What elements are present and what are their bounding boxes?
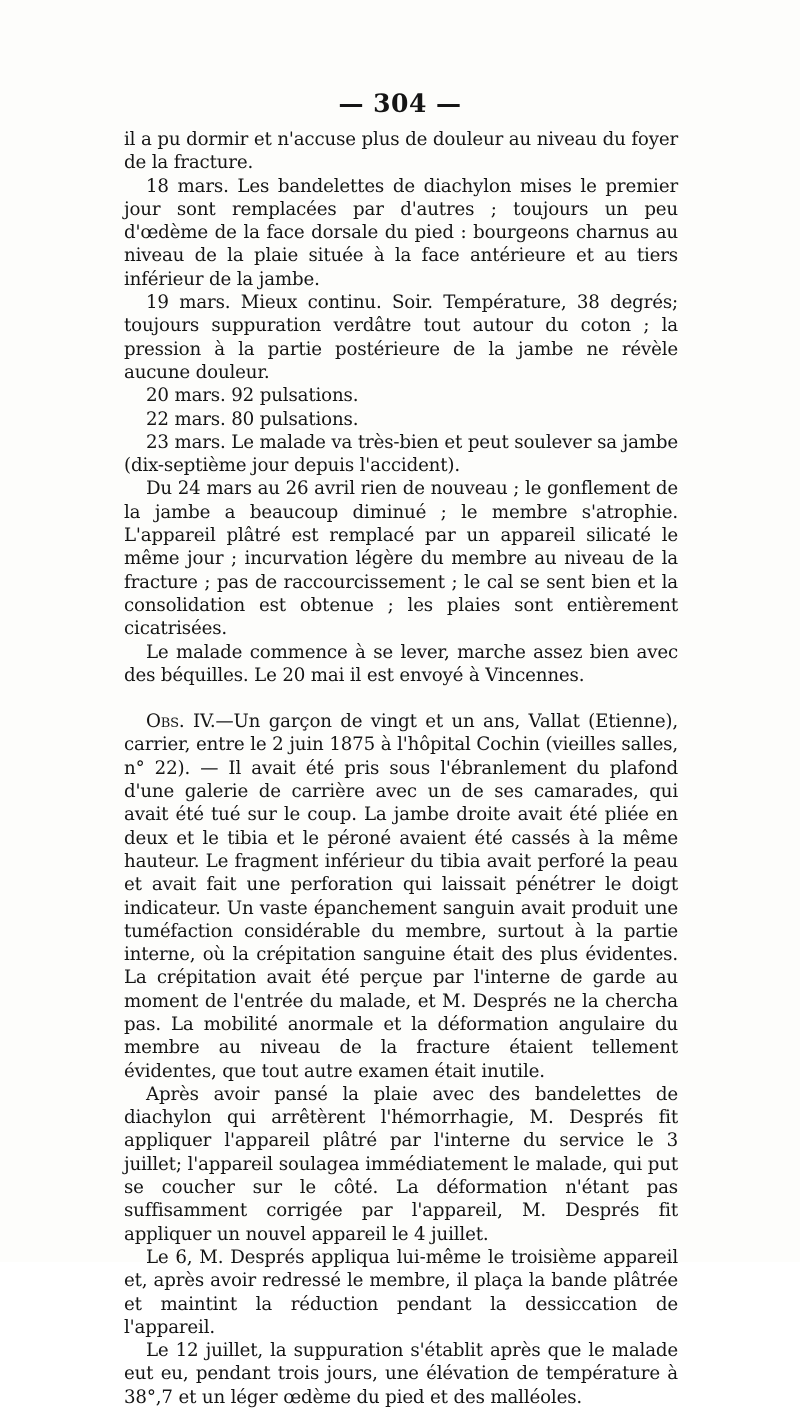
paragraph: 18 mars. Les bandelettes de diachylon mises le premier jour sont remplacées par d'autres ; toujours un peu d'œdème de la face dorsale du pied : bourgeons charnus au niveau de la plaie située à la face antérieure et au tiers inférieur de la jambe. [124, 175, 678, 290]
observation-text: —Un garçon de vingt et un ans, Vallat (Etienne), carrier, entre le 2 juin 1875 à l'hôpital Cochin (vieilles salles, n° 22). — Il avait été pris sous l'ébranlement du plafond d'une galerie de carrière avec un de ses camarades, qui avait été tué sur le coup. La jambe droite avait été pliée en deux et le tibia et le péroné avaient été cassés à la même hauteur. Le fragment inférieur du tibia avait perforé la peau et avait fait une perforation qui laissait pénétrer le doigt indicateur. Un vaste épanchement sanguin avait produit une tuméfaction considérable du membre, surtout à la partie interne, où la crépitation sanguine était des plus évidentes. La crépitation avait été perçue par l'interne de garde au moment de l'entrée du malade, et M. Després ne la chercha pas. La mobilité anormale et la déformation angulaire du membre au niveau de la fracture étaient tellement évidentes, que tout autre examen était inutile. [124, 711, 679, 1082]
paragraph: 19 mars. Mieux continu. Soir. Température, 38 degrés; toujours suppuration verdâtre tout autour du coton ; la pression à la partie postérieure de la jambe ne révèle aucune douleur. [124, 292, 678, 383]
paragraph: Le malade commence à se lever, marche assez bien avec des béquilles. Le 20 mai il est envoyé à Vincennes. [124, 641, 678, 686]
observation-paragraph [124, 710, 678, 1083]
paragraph: Après avoir pansé la plaie avec des bandelettes de diachylon qui arrêtèrent l'hémorrhagie, M. Després fit appliquer l'appareil plâtré par l'interne du service le 3 juillet; l'appareil soulagea immédiatement le malade, qui put se coucher sur le côté. La déformation n'étant pas suffisamment corrigée par l'appareil, M. Després fit appliquer un nouvel appareil le 4 juillet. [124, 1083, 678, 1245]
paragraph: Le 6, M. Després appliqua lui-même le troisième appareil et, après avoir redressé le membre, il plaça la bande plâtrée et maintint la réduction pendant la dessiccation de l'appareil. [124, 1246, 678, 1338]
paragraph: 20 mars. 92 pulsations. [146, 385, 359, 407]
paragraph: il a pu dormir et n'accuse plus de douleur au niveau du foyer de la fracture. [124, 129, 678, 174]
observation-label: Obs. IV. [146, 711, 216, 733]
paragraph: Le 12 juillet, la suppuration s'établit après que le malade eut eu, pendant trois jours, une élévation de température à 38°,7 et un léger œdème du pied et des malléoles. [124, 1340, 678, 1408]
body-text [124, 128, 678, 1409]
paragraph: 22 mars. 80 pulsations. [146, 408, 359, 430]
paragraph: 23 mars. Le malade va très-bien et peut soulever sa jambe (dix-septième jour depuis l'accident). [124, 431, 678, 477]
paragraph: Du 24 mars au 26 avril rien de nouveau ; le gonflement de la jambe a beaucoup diminué ; le membre s'atrophie. L'appareil plâtré est remplacé par un appareil silicaté le même jour ; incurvation légère du membre au niveau de la fracture ; pas de raccourcissement ; le cal se sent bien et la consolidation est obtenue ; les plaies sont entièrement cicatrisées. [124, 478, 678, 640]
page-number-header: — 304 — [338, 89, 462, 118]
